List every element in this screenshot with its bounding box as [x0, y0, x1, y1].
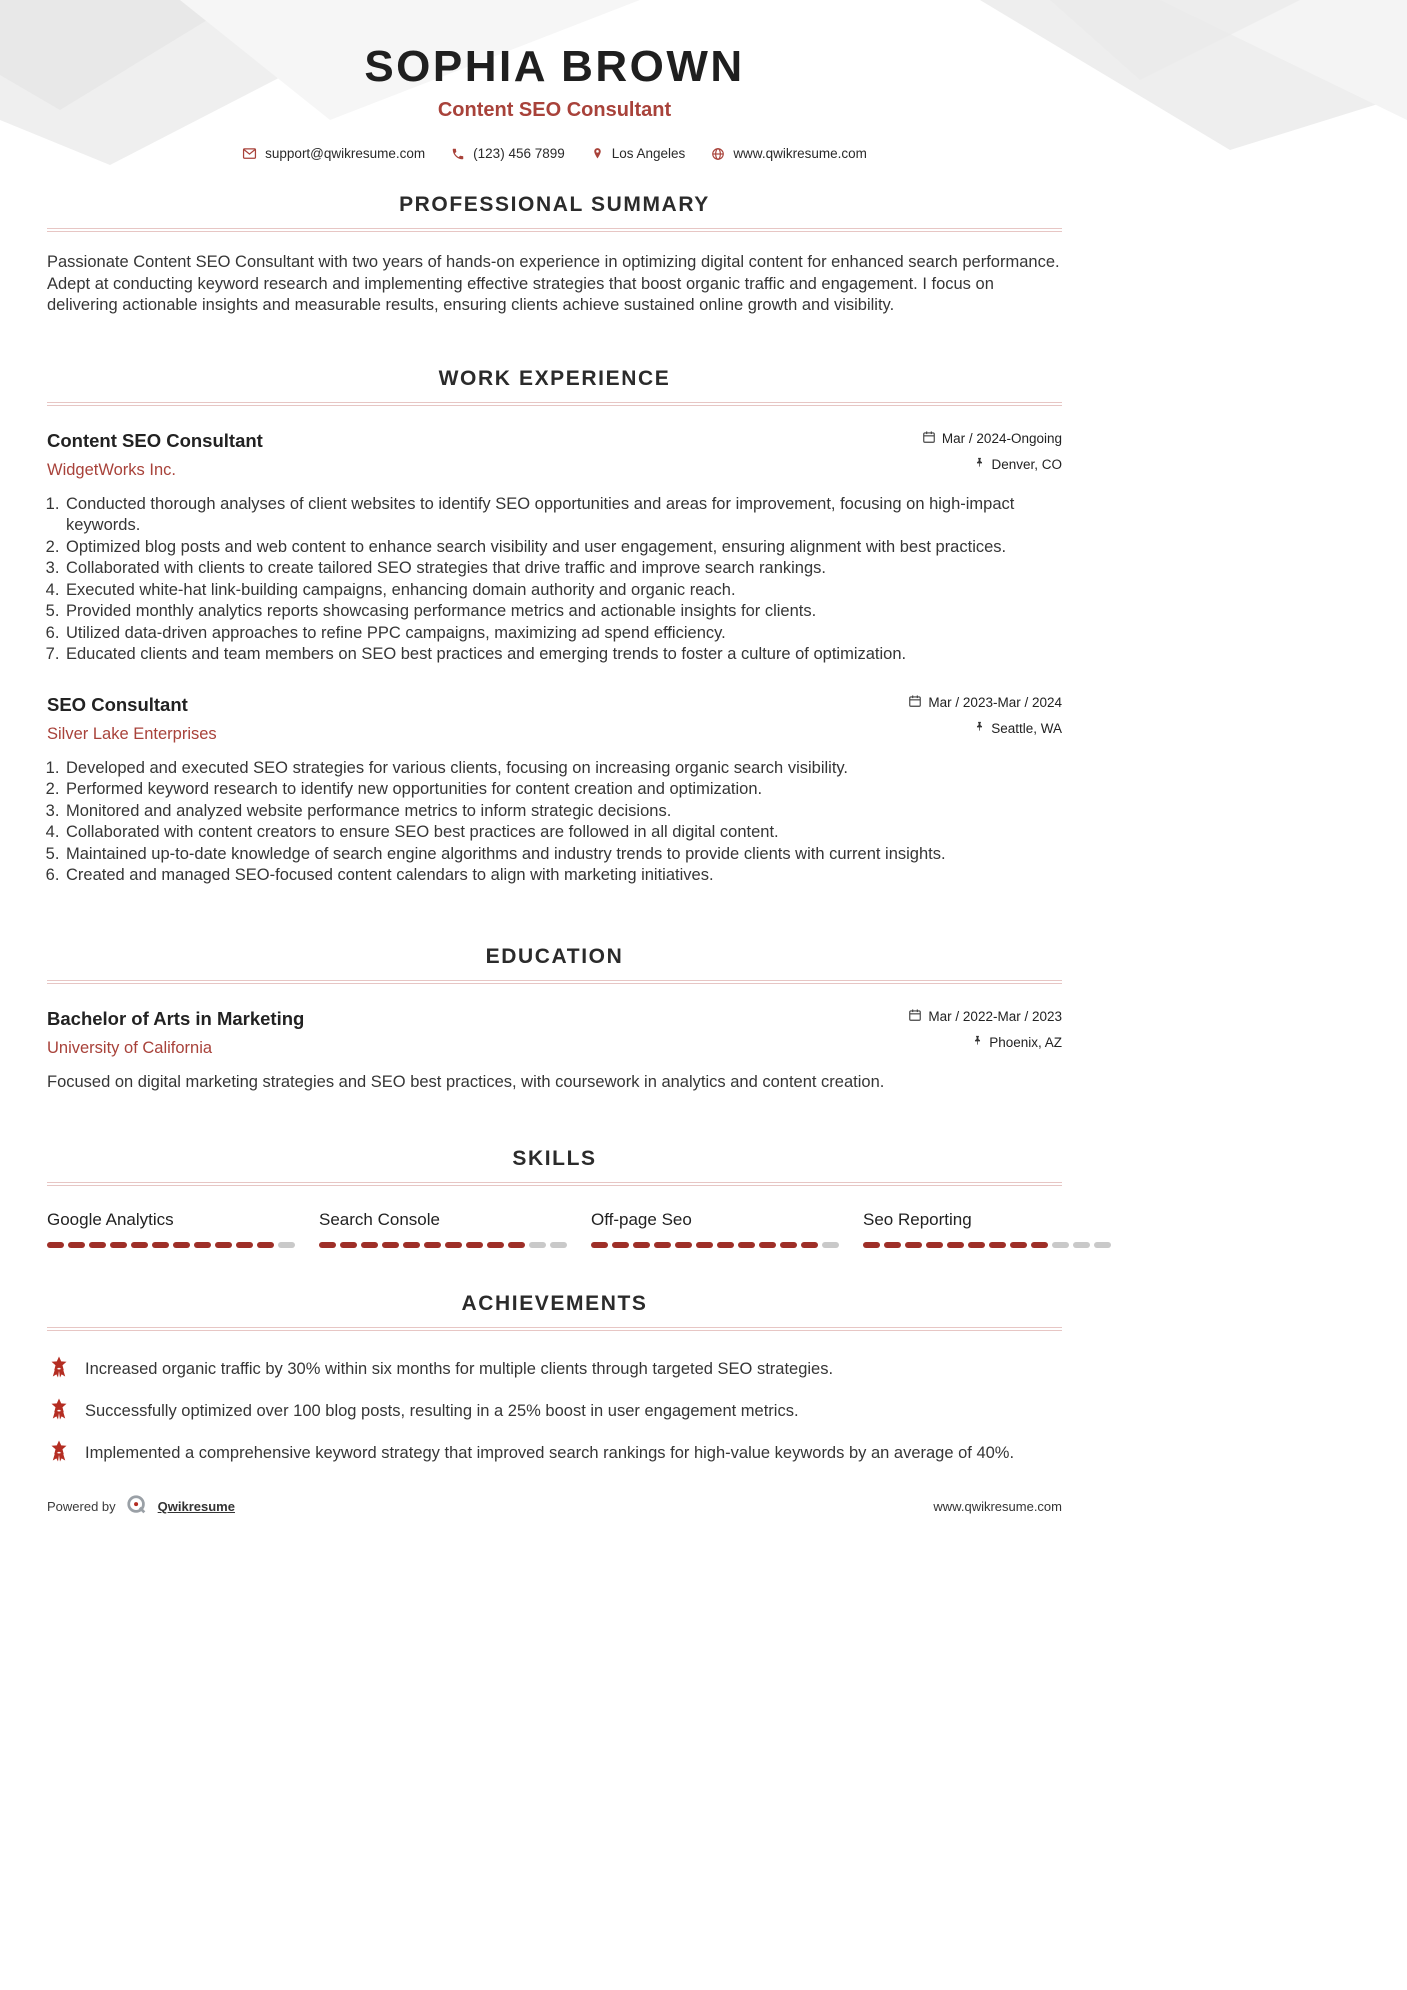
education-description: Focused on digital marketing strategies and SEO best practices, with coursework in analytics and content creation. [47, 1072, 885, 1091]
school-name: University of California [47, 1038, 213, 1057]
skill-bar-dash [319, 1242, 336, 1248]
job-bullet-list [47, 758, 1062, 887]
job-location-text: Seattle, WA [991, 720, 1062, 736]
contact-website-text: www.qwikresume.com [733, 146, 867, 161]
education-location [908, 1034, 1062, 1052]
achievements-list [47, 1357, 1062, 1468]
skill-bar-dash [612, 1242, 629, 1248]
achievement-item [47, 1399, 1062, 1426]
skill-bar [47, 1242, 295, 1248]
skills-heading: SKILLS [512, 1147, 597, 1170]
skill-bar-dash [884, 1242, 901, 1248]
powered-by-label: Powered by [47, 1499, 116, 1514]
skill-item [863, 1210, 1111, 1248]
education-dates-text: Mar / 2022-Mar / 2023 [928, 1009, 1062, 1024]
skill-bar-dash [591, 1242, 608, 1248]
skill-bar-dash [1010, 1242, 1027, 1248]
summary-heading: PROFESSIONAL SUMMARY [399, 193, 710, 216]
contact-email [242, 146, 425, 161]
section-work-experience [47, 367, 1062, 887]
job-company: Silver Lake Enterprises [47, 724, 217, 743]
skill-bar-dash [47, 1242, 64, 1248]
phone-icon [451, 147, 465, 161]
skill-bar-dash [110, 1242, 127, 1248]
job-bullet: 5. Provided monthly analytics reports showcasing performance metrics and actionable insights for clients. [64, 601, 1062, 623]
job-entry [47, 694, 1062, 887]
skill-name: Seo Reporting [863, 1210, 972, 1229]
skill-bar-dash [403, 1242, 420, 1248]
skill-name: Off-page Seo [591, 1210, 692, 1229]
resume-content [47, 193, 1062, 1468]
degree-title: Bachelor of Arts in Marketing [47, 1007, 305, 1029]
achievement-text: Implemented a comprehensive keyword strategy that improved search rankings for high-value keywords by an average of 40%. [85, 1444, 1015, 1462]
skill-bar-dash [278, 1242, 295, 1248]
skill-bar-dash [487, 1242, 504, 1248]
skill-bar-dash [529, 1242, 546, 1248]
job-bullet: 2. Performed keyword research to identify new opportunities for content creation and optimization. [64, 779, 1062, 801]
skill-bar [319, 1242, 567, 1248]
job-dates-text: Mar / 2023-Mar / 2024 [928, 695, 1062, 710]
job-bullet: 4. Collaborated with content creators to ensure SEO best practices are followed in all digital content. [64, 822, 1062, 844]
summary-text: Passionate Content SEO Consultant with two years of hands-on experience in optimizing digital content for enhanced search performance. Adept at conducting keyword research and implementing effective strategies that boost organic traffic and engagement. I focus on delivering actionable insights and measurable results, ensuring clients achieve sustained online growth and visibility. [47, 253, 1060, 314]
pushpin-icon [974, 456, 985, 474]
job-bullet: 3. Monitored and analyzed website performance metrics to inform strategic decisions. [64, 801, 1062, 823]
skill-bar-dash [361, 1242, 378, 1248]
contact-phone-text: (123) 456 7899 [473, 146, 565, 161]
achievement-item [47, 1357, 1062, 1384]
skill-bar [591, 1242, 839, 1248]
calendar-icon [908, 694, 922, 713]
education-location-text: Phoenix, AZ [989, 1034, 1062, 1050]
job-location [922, 456, 1062, 474]
skill-bar-dash [968, 1242, 985, 1248]
skill-bar [863, 1242, 1111, 1248]
skill-bar-dash [1052, 1242, 1069, 1248]
section-divider [47, 1327, 1062, 1331]
contact-phone [451, 146, 565, 161]
skill-bar-dash [801, 1242, 818, 1248]
section-skills [47, 1147, 1062, 1248]
pushpin-icon [974, 720, 985, 738]
work-heading: WORK EXPERIENCE [438, 366, 671, 390]
person-title: Content SEO Consultant [437, 99, 672, 121]
job-bullet: 3. Collaborated with clients to create tailored SEO strategies that drive traffic and improve search rankings. [64, 558, 1062, 580]
contact-location-text: Los Angeles [611, 146, 686, 161]
skill-bar-dash [89, 1242, 106, 1248]
section-divider [47, 402, 1062, 406]
education-entry [47, 1008, 1062, 1094]
section-education [47, 945, 1062, 1094]
skills-grid [47, 1210, 1062, 1248]
calendar-icon [922, 430, 936, 449]
skill-bar-dash [257, 1242, 274, 1248]
skill-bar-dash [675, 1242, 692, 1248]
page-footer [47, 1494, 1062, 1519]
skill-bar-dash [1031, 1242, 1048, 1248]
skill-bar-dash [340, 1242, 357, 1248]
skill-bar-dash [780, 1242, 797, 1248]
skill-item [319, 1210, 567, 1248]
skill-bar-dash [926, 1242, 943, 1248]
job-bullet: 7. Educated clients and team members on SEO best practices and emerging trends to foster a culture of optimization. [64, 644, 1062, 666]
pushpin-icon [972, 1034, 983, 1052]
section-divider [47, 1182, 1062, 1186]
skill-bar-dash [759, 1242, 776, 1248]
achievement-text: Increased organic traffic by 30% within six months for multiple clients through targeted SEO strategies. [85, 1360, 834, 1378]
job-bullet: 4. Executed white-hat link-building campaigns, enhancing domain authority and organic reach. [64, 580, 1062, 602]
section-divider [47, 980, 1062, 984]
section-divider [47, 228, 1062, 232]
skill-bar-dash [382, 1242, 399, 1248]
skill-bar-dash [696, 1242, 713, 1248]
map-pin-icon [591, 146, 604, 161]
skill-bar-dash [131, 1242, 148, 1248]
job-bullet: 1. Conducted thorough analyses of client websites to identify SEO opportunities and areas for improvement, focusing on high-impact keywords. [64, 494, 1062, 537]
education-dates [908, 1008, 1062, 1027]
skill-bar-dash [905, 1242, 922, 1248]
section-professional-summary [47, 193, 1062, 317]
skill-bar-dash [194, 1242, 211, 1248]
job-bullet-list [47, 494, 1062, 666]
skill-bar-dash [633, 1242, 650, 1248]
contact-website [711, 146, 867, 161]
resume-header [0, 0, 1407, 161]
job-company: WidgetWorks Inc. [47, 460, 176, 479]
skill-bar-dash [152, 1242, 169, 1248]
qwikresume-logo-icon [126, 1494, 148, 1519]
skill-item [47, 1210, 295, 1248]
skill-bar-dash [68, 1242, 85, 1248]
job-dates [908, 694, 1062, 713]
job-title: Content SEO Consultant [47, 429, 263, 451]
job-location [908, 720, 1062, 738]
skill-name: Search Console [319, 1210, 440, 1229]
award-ribbon-icon [47, 1355, 71, 1384]
job-dates [922, 430, 1062, 449]
skill-bar-dash [738, 1242, 755, 1248]
skill-bar-dash [215, 1242, 232, 1248]
skill-bar-dash [1073, 1242, 1090, 1248]
job-bullet: 1. Developed and executed SEO strategies for various clients, focusing on increasing organic search visibility. [64, 758, 1062, 780]
job-dates-text: Mar / 2024-Ongoing [941, 431, 1062, 446]
skill-bar-dash [717, 1242, 734, 1248]
skill-bar-dash [445, 1242, 462, 1248]
person-name: SOPHIA BROWN [364, 42, 745, 91]
contact-row [47, 146, 1062, 161]
job-location-text: Denver, CO [991, 456, 1062, 472]
job-entry [47, 430, 1062, 666]
job-bullet: 5. Maintained up-to-date knowledge of search engine algorithms and industry trends to provide clients with current insights. [64, 844, 1062, 866]
footer-website-link[interactable]: www.qwikresume.com [933, 1499, 1062, 1514]
globe-icon [711, 147, 725, 161]
envelope-icon [242, 146, 257, 161]
job-bullet: 6. Created and managed SEO-focused content calendars to align with marketing initiatives. [64, 865, 1062, 887]
skill-bar-dash [1094, 1242, 1111, 1248]
skill-bar-dash [173, 1242, 190, 1248]
skill-bar-dash [466, 1242, 483, 1248]
achievement-item [47, 1441, 1062, 1468]
calendar-icon [908, 1008, 922, 1027]
award-ribbon-icon [47, 1397, 71, 1426]
award-ribbon-icon [47, 1439, 71, 1468]
job-bullet: 6. Utilized data-driven approaches to refine PPC campaigns, maximizing ad spend efficiency. [64, 623, 1062, 645]
skill-bar-dash [424, 1242, 441, 1248]
skill-bar-dash [236, 1242, 253, 1248]
achievements-heading: ACHIEVEMENTS [461, 1292, 648, 1315]
skill-bar-dash [550, 1242, 567, 1248]
job-title: SEO Consultant [47, 693, 188, 715]
education-heading: EDUCATION [485, 944, 624, 968]
skill-bar-dash [989, 1242, 1006, 1248]
skill-bar-dash [947, 1242, 964, 1248]
achievement-text: Successfully optimized over 100 blog posts, resulting in a 25% boost in user engagement metrics. [85, 1402, 799, 1420]
contact-email-text: support@qwikresume.com [265, 146, 426, 161]
skill-bar-dash [822, 1242, 839, 1248]
skill-bar-dash [654, 1242, 671, 1248]
skill-item [591, 1210, 839, 1248]
job-bullet: 2. Optimized blog posts and web content to enhance search visibility and user engagement, ensuring alignment with best practices. [64, 537, 1062, 559]
section-achievements [47, 1292, 1062, 1468]
skill-bar-dash [863, 1242, 880, 1248]
skill-bar-dash [508, 1242, 525, 1248]
contact-location [591, 146, 686, 161]
qwikresume-brand-link[interactable]: Qwikresume [157, 1499, 235, 1514]
skill-name: Google Analytics [47, 1210, 174, 1229]
